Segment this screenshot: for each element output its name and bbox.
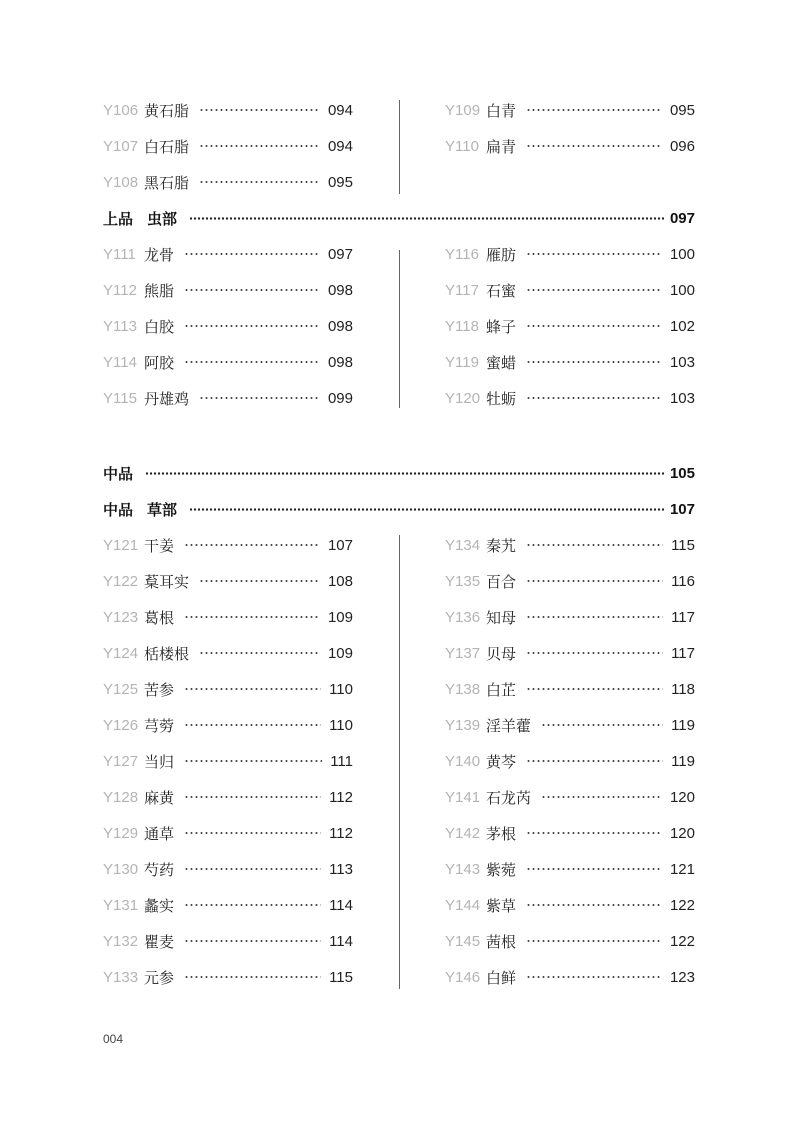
toc-column-right [445,527,695,995]
dot-leader [199,109,320,111]
column-divider [399,250,400,408]
entry-name: 黑石脂 [144,173,190,192]
entry-page: 114 [329,932,353,950]
toc-entry[interactable] [445,671,695,707]
entry-code: Y128 [103,788,139,806]
entry-code: Y137 [445,644,481,662]
toc-entry[interactable] [103,887,353,923]
section-title: 中品 [103,500,134,519]
entry-name: 蜂子 [486,317,517,336]
dot-leader [541,796,662,798]
dot-leader [184,253,320,255]
toc-entry[interactable] [445,779,695,815]
dot-leader [145,472,664,475]
entry-code: Y122 [103,572,139,590]
entry-name: 紫菀 [486,860,517,879]
toc-entry[interactable] [445,743,695,779]
entry-page: 098 [327,353,353,371]
dot-leader [184,760,322,762]
entry-page: 119 [671,752,695,770]
toc-entry[interactable] [445,128,695,164]
entry-name: 茜根 [486,932,517,951]
entry-page: 116 [671,572,695,590]
dot-leader [184,361,320,363]
entry-page: 098 [327,317,353,335]
section-heading-middle-herb[interactable] [103,491,695,527]
entry-page: 115 [671,536,695,554]
toc-entry[interactable] [103,563,353,599]
entry-name: 元参 [144,968,175,987]
dot-leader [526,145,662,147]
section-heading-middle[interactable] [103,455,695,491]
dot-leader [526,253,662,255]
entry-code: Y136 [445,608,481,626]
entry-page: 121 [669,860,695,878]
entry-code: Y115 [103,389,137,407]
toc-entry[interactable] [103,959,353,995]
toc-entry[interactable] [103,743,353,779]
entry-code: Y139 [445,716,481,734]
dot-leader [526,832,662,834]
toc-entry[interactable] [103,923,353,959]
entry-name: 白鲜 [486,968,517,987]
dot-leader [199,580,320,582]
toc-entry[interactable] [445,308,695,344]
toc-entry[interactable] [103,164,353,200]
entry-page: 110 [329,680,353,698]
entry-name: 扁青 [486,137,517,156]
entry-code: Y127 [103,752,139,770]
dot-leader [184,325,320,327]
entry-page: 112 [329,824,353,842]
entry-code: Y112 [103,281,137,299]
toc-entry[interactable] [445,563,695,599]
dot-leader [526,940,662,942]
entry-name: 芍药 [144,860,175,879]
dot-leader [526,652,663,654]
entry-name: 茅根 [486,824,517,843]
entry-code: Y142 [445,824,481,842]
entry-code: Y107 [103,137,139,155]
entry-name: 石蜜 [486,281,517,300]
entry-name: 白胶 [144,317,175,336]
entry-page: 122 [669,896,695,914]
entry-page: 115 [329,968,353,986]
toc-entry[interactable] [103,380,353,416]
entry-name: 当归 [144,752,175,771]
entry-name: 秦艽 [486,536,517,555]
entry-page: 120 [669,824,695,842]
page-number: 004 [103,1032,124,1046]
entry-name: 龙骨 [144,245,175,264]
entry-name: 丹雄鸡 [144,389,190,408]
toc-column-right [445,92,695,164]
entry-page: 103 [669,353,695,371]
entry-page: 113 [329,860,353,878]
toc-entry[interactable] [445,707,695,743]
entry-code: Y129 [103,824,139,842]
toc-entry[interactable] [445,344,695,380]
entry-page: 102 [669,317,695,335]
entry-name: 蜜蜡 [486,353,517,372]
entry-name: 阿胶 [144,353,175,372]
entry-code: Y106 [103,101,139,119]
entry-page: 103 [669,389,695,407]
entry-name: 熊脂 [144,281,175,300]
entry-code: Y113 [103,317,137,335]
toc-entry[interactable] [103,635,353,671]
entry-name: 苦参 [144,680,175,699]
dot-leader [541,724,663,726]
entry-page: 097 [327,245,353,263]
toc-entry[interactable] [445,635,695,671]
toc-entry[interactable] [103,272,353,308]
entry-code: Y116 [445,245,479,263]
dot-leader [184,976,321,978]
entry-name: 贝母 [486,644,517,663]
entry-code: Y125 [103,680,139,698]
entry-code: Y121 [103,536,139,554]
entry-name: 麻黄 [144,788,175,807]
entry-page: 109 [327,608,353,626]
entry-page: 123 [669,968,695,986]
entry-code: Y118 [445,317,479,335]
dot-leader [526,580,663,582]
entry-code: Y140 [445,752,481,770]
entry-code: Y120 [445,389,481,407]
entry-code: Y111 [103,245,136,263]
dot-leader [199,652,320,654]
entry-page: 110 [329,716,353,734]
entry-name: 栝楼根 [144,644,190,663]
entry-page: 117 [671,644,695,662]
section-title: 上品 [103,209,134,228]
toc-entry[interactable] [445,599,695,635]
entry-page: 100 [669,281,695,299]
dot-leader [526,109,662,111]
entry-code: Y146 [445,968,481,986]
entry-name: 黄芩 [486,752,517,771]
toc-entry[interactable] [103,779,353,815]
dot-leader [526,616,663,618]
entry-name: 葛根 [144,608,175,627]
toc-entry[interactable] [103,92,353,128]
toc-entry[interactable] [103,527,353,563]
entry-code: Y135 [445,572,481,590]
toc-entry[interactable] [103,671,353,707]
toc-entry[interactable] [103,599,353,635]
toc-entry[interactable] [445,380,695,416]
entry-name: 牡蛎 [486,389,517,408]
toc-entry[interactable] [445,923,695,959]
column-divider [399,100,400,194]
dot-leader [189,217,664,220]
toc-entry[interactable] [445,92,695,128]
entry-name: 干姜 [144,536,175,555]
section-page: 107 [669,500,695,518]
entry-code: Y131 [103,896,139,914]
entry-page: 099 [327,389,353,407]
entry-page: 120 [669,788,695,806]
entry-code: Y109 [445,101,481,119]
dot-leader [184,544,320,546]
entry-page: 119 [671,716,695,734]
entry-code: Y123 [103,608,139,626]
entry-name: 淫羊藿 [486,716,532,735]
entry-name: 瞿麦 [144,932,175,951]
dot-leader [184,796,321,798]
dot-leader [526,289,662,291]
section-page: 097 [669,209,695,227]
entry-code: Y114 [103,353,137,371]
entry-code: Y119 [445,353,479,371]
toc-entry[interactable] [445,887,695,923]
entry-name: 通草 [144,824,175,843]
entry-name: 白芷 [486,680,517,699]
dot-leader [184,688,321,690]
dot-leader [184,904,321,906]
dot-leader [184,724,321,726]
entry-code: Y133 [103,968,139,986]
dot-leader [526,688,663,690]
dot-leader [184,868,321,870]
entry-name: 芎䓖 [144,716,175,735]
dot-leader [184,832,321,834]
entry-page: 109 [327,644,353,662]
dot-leader [199,181,320,183]
entry-name: 石龙芮 [486,788,532,807]
entry-page: 118 [671,680,695,698]
entry-page: 098 [327,281,353,299]
entry-name: 蠡实 [144,896,175,915]
entry-code: Y145 [445,932,481,950]
toc-entry[interactable] [445,851,695,887]
toc-column-left [103,236,353,416]
entry-page: 108 [327,572,353,590]
entry-name: 黄石脂 [144,101,190,120]
entry-code: Y108 [103,173,139,191]
dot-leader [199,397,320,399]
section-heading-upper-insect[interactable] [103,200,695,236]
toc-entry[interactable] [445,527,695,563]
toc-column-right [445,236,695,416]
entry-name: 葈耳实 [144,572,190,591]
entry-code: Y134 [445,536,481,554]
entry-page: 094 [327,101,353,119]
entry-name: 知母 [486,608,517,627]
entry-name: 紫草 [486,896,517,915]
dot-leader [184,289,320,291]
column-divider [399,535,400,989]
entry-page: 107 [327,536,353,554]
entry-name: 雁肪 [486,245,517,264]
dot-leader [189,508,664,511]
entry-page: 122 [669,932,695,950]
section-subtitle: 虫部 [147,209,178,228]
dot-leader [526,397,662,399]
entry-code: Y132 [103,932,139,950]
section-page: 105 [669,464,695,482]
toc-entry[interactable] [445,815,695,851]
section-subtitle: 草部 [147,500,178,519]
dot-leader [199,145,320,147]
entry-code: Y110 [445,137,479,155]
entry-page: 117 [671,608,695,626]
toc-column-left [103,527,353,995]
entry-page: 094 [327,137,353,155]
toc-entry[interactable] [103,815,353,851]
entry-page: 100 [669,245,695,263]
section-title: 中品 [103,464,134,483]
toc-column-left [103,92,353,200]
dot-leader [526,760,663,762]
dot-leader [184,616,320,618]
entry-page: 095 [327,173,353,191]
entry-name: 百合 [486,572,517,591]
entry-code: Y124 [103,644,139,662]
dot-leader [526,544,663,546]
entry-code: Y138 [445,680,481,698]
toc-entry[interactable] [103,851,353,887]
entry-code: Y143 [445,860,481,878]
dot-leader [526,361,662,363]
entry-page: 112 [329,788,353,806]
toc-entry[interactable] [445,272,695,308]
entry-code: Y130 [103,860,139,878]
entry-name: 白石脂 [144,137,190,156]
toc-entry[interactable] [445,236,695,272]
entry-page: 096 [669,137,695,155]
dot-leader [526,868,662,870]
dot-leader [184,940,321,942]
entry-code: Y117 [445,281,479,299]
entry-code: Y126 [103,716,139,734]
dot-leader [526,976,662,978]
toc-entry[interactable] [103,344,353,380]
dot-leader [526,325,662,327]
dot-leader [526,904,662,906]
entry-page: 095 [669,101,695,119]
toc-entry[interactable] [103,128,353,164]
entry-name: 白青 [486,101,517,120]
toc-entry[interactable] [103,308,353,344]
entry-page: 114 [329,896,353,914]
toc-entry[interactable] [103,707,353,743]
toc-entry[interactable] [103,236,353,272]
toc-entry[interactable] [445,959,695,995]
entry-code: Y144 [445,896,481,914]
entry-code: Y141 [445,788,481,806]
entry-page: 111 [330,752,353,770]
